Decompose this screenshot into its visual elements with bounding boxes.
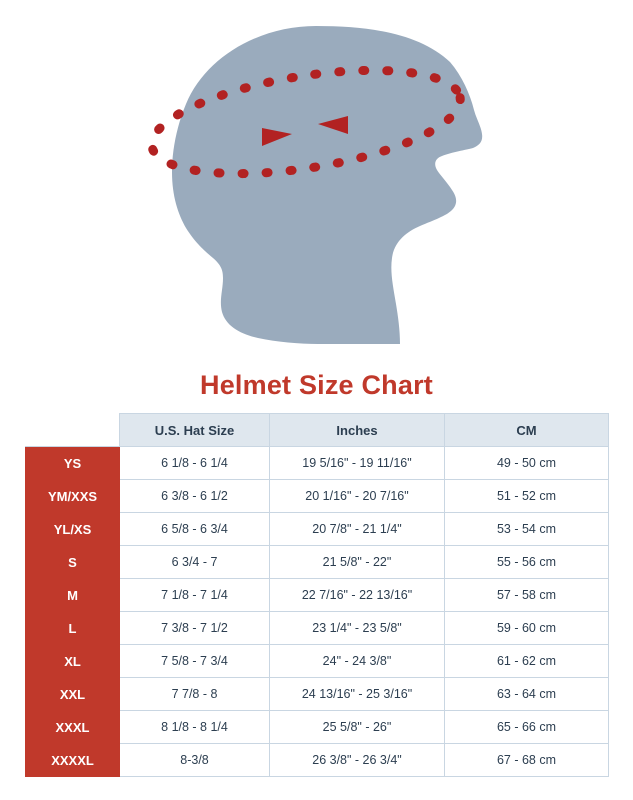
size-label: M: [26, 579, 120, 612]
cm-value: 59 - 60 cm: [445, 612, 609, 645]
cm-value: 49 - 50 cm: [445, 447, 609, 480]
inches-value: 24 13/16" - 25 3/16": [270, 678, 445, 711]
size-table-container: [0, 413, 633, 777]
table-row: [26, 447, 609, 480]
inches-value: 19 5/16" - 19 11/16": [270, 447, 445, 480]
column-header-size: [26, 414, 120, 447]
hat-size-value: 8 1/8 - 8 1/4: [120, 711, 270, 744]
cm-value: 67 - 68 cm: [445, 744, 609, 777]
hat-size-value: 7 1/8 - 7 1/4: [120, 579, 270, 612]
cm-value: 53 - 54 cm: [445, 513, 609, 546]
table-row: [26, 480, 609, 513]
column-header-us-hat-size: U.S. Hat Size: [120, 414, 270, 447]
head-measurement-illustration: [0, 0, 633, 370]
inches-value: 20 7/8" - 21 1/4": [270, 513, 445, 546]
size-label: YM/XXS: [26, 480, 120, 513]
table-row: [26, 612, 609, 645]
size-label: L: [26, 612, 120, 645]
column-header-inches: Inches: [270, 414, 445, 447]
cm-value: 65 - 66 cm: [445, 711, 609, 744]
table-row: [26, 678, 609, 711]
table-row: [26, 744, 609, 777]
hat-size-value: 8-3/8: [120, 744, 270, 777]
cm-value: 63 - 64 cm: [445, 678, 609, 711]
cm-value: 57 - 58 cm: [445, 579, 609, 612]
column-header-cm: CM: [445, 414, 609, 447]
inches-value: 24" - 24 3/8": [270, 645, 445, 678]
head-profile-icon: [0, 0, 633, 370]
table-row: [26, 579, 609, 612]
helmet-size-table: [25, 413, 609, 777]
inches-value: 20 1/16" - 20 7/16": [270, 480, 445, 513]
table-row: [26, 711, 609, 744]
size-label: XL: [26, 645, 120, 678]
inches-value: 25 5/8" - 26": [270, 711, 445, 744]
table-row: [26, 546, 609, 579]
hat-size-value: 6 5/8 - 6 3/4: [120, 513, 270, 546]
inches-value: 22 7/16" - 22 13/16": [270, 579, 445, 612]
table-header-row: [26, 414, 609, 447]
hat-size-value: 6 1/8 - 6 1/4: [120, 447, 270, 480]
inches-value: 23 1/4" - 23 5/8": [270, 612, 445, 645]
hat-size-value: 6 3/8 - 6 1/2: [120, 480, 270, 513]
table-row: [26, 513, 609, 546]
size-label: S: [26, 546, 120, 579]
table-row: [26, 645, 609, 678]
hat-size-value: 7 5/8 - 7 3/4: [120, 645, 270, 678]
size-label: XXL: [26, 678, 120, 711]
size-label: YL/XS: [26, 513, 120, 546]
hat-size-value: 7 3/8 - 7 1/2: [120, 612, 270, 645]
cm-value: 61 - 62 cm: [445, 645, 609, 678]
hat-size-value: 7 7/8 - 8: [120, 678, 270, 711]
page-title: Helmet Size Chart: [200, 370, 433, 400]
cm-value: 51 - 52 cm: [445, 480, 609, 513]
size-label: YS: [26, 447, 120, 480]
inches-value: 26 3/8" - 26 3/4": [270, 744, 445, 777]
size-label: XXXXL: [26, 744, 120, 777]
hat-size-value: 6 3/4 - 7: [120, 546, 270, 579]
inches-value: 21 5/8" - 22": [270, 546, 445, 579]
size-label: XXXL: [26, 711, 120, 744]
cm-value: 55 - 56 cm: [445, 546, 609, 579]
